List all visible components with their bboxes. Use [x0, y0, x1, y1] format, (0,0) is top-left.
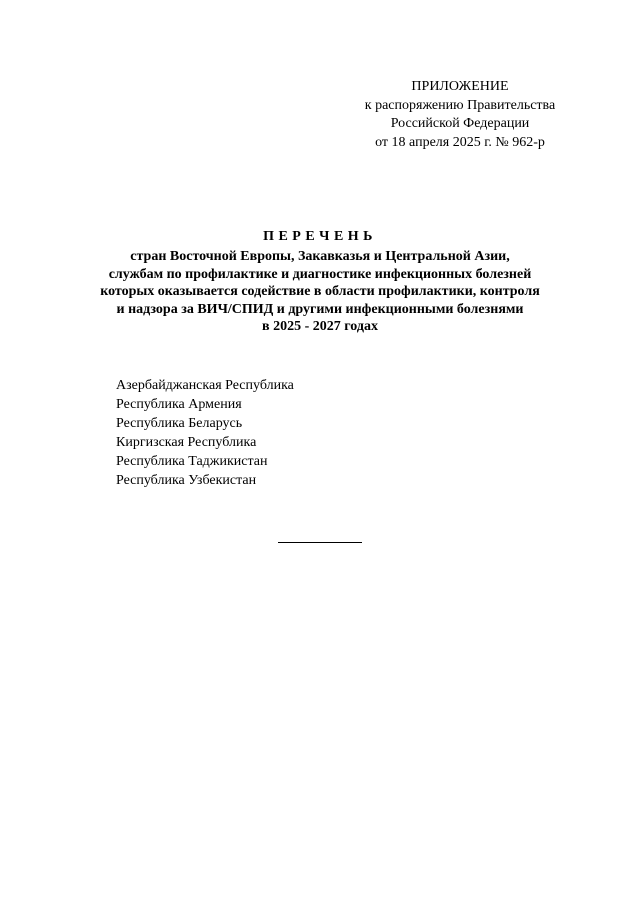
country-list [116, 376, 536, 490]
subtitle-line: и надзора за ВИЧ/СПИД и другими инфекционными болезнями [116, 301, 524, 317]
country-item: Азербайджанская Республика [116, 378, 294, 393]
subtitle-line: службам по профилактике и диагностике инфекционных болезней [108, 266, 532, 282]
subtitle-line: стран Восточной Европы, Закавказья и Центральной Азии, [130, 249, 510, 264]
country-item: Республика Таджикистан [116, 454, 268, 469]
appendix-authority: Российской Федерации [390, 116, 530, 131]
country-item: Республика Узбекистан [116, 473, 257, 488]
country-item: Киргизская Республика [116, 435, 257, 450]
appendix-label: ПРИЛОЖЕНИЕ [411, 79, 509, 94]
document-title: ПЕРЕЧЕНЬ [263, 229, 377, 244]
country-item: Республика Беларусь [116, 416, 243, 431]
subtitle-line: которых оказывается содействие в области профилактики, контроля [100, 284, 540, 299]
appendix-header [340, 78, 580, 152]
document-subtitle [60, 248, 580, 336]
appendix-date-number: от 18 апреля 2025 г. № 962-р [375, 134, 545, 150]
country-item: Республика Армения [116, 397, 242, 412]
appendix-order-reference: к распоряжению Правительства [364, 97, 556, 113]
subtitle-line: в 2025 - 2027 годах [262, 319, 378, 334]
end-divider [278, 542, 362, 543]
